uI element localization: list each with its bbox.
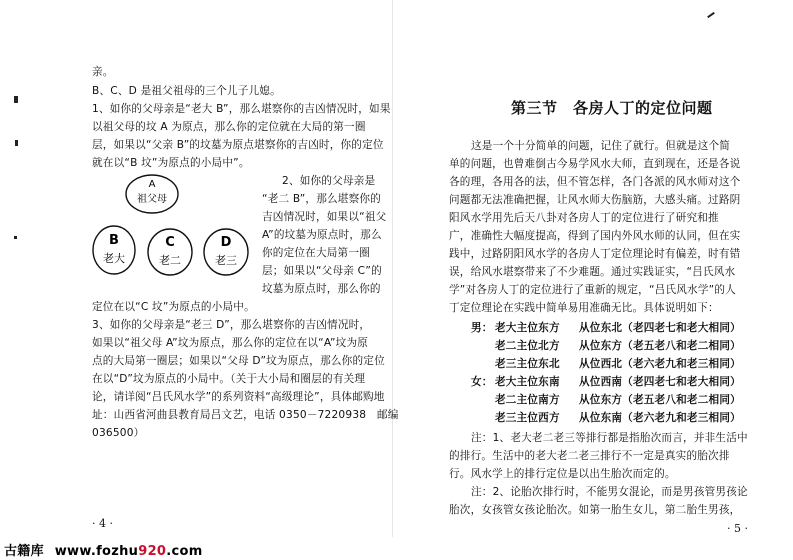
page-number: · 5 ·: [727, 522, 748, 535]
text-line: 吉凶情况时，如果以“祖父: [262, 211, 387, 223]
table-row-detail: 从位东北（老四老七和老大相同）: [579, 322, 741, 334]
site-url-suffix: .com: [166, 544, 203, 559]
scan-mark: [14, 236, 17, 239]
table-row-detail: 从位东南（老六老九和老三相同）: [579, 412, 741, 424]
grave-a-letter: A: [148, 179, 156, 190]
text-line: 036500）: [92, 427, 145, 439]
note-line: 注：1、老大老二老三等排行都是指胎次而言，并非生活中: [471, 432, 748, 444]
scan-mark: [14, 96, 18, 103]
text-line: 如果以“祖父母 A”坟为原点，那么你的定位在以“A”坟为原: [92, 337, 369, 349]
grave-a-label: 祖父母: [137, 194, 167, 205]
text-line: 问题都无法准确把握，让风水师大伤脑筋，大感头痛。过路阴: [449, 194, 741, 206]
text-line: 你的定位在大局第一圈: [262, 247, 370, 259]
text-line: “老二 B”，那么堪察你的: [262, 193, 381, 205]
text-line: 这是一个十分简单的问题，记住了就行。但就是这个简: [471, 140, 731, 152]
table-row-prefix: 女：: [471, 376, 493, 388]
text-line: 在以“D”坟为原点的小局中。（关于大小局和圈层的有关理: [92, 373, 366, 385]
note-line: 行。风水学上的排行定位是以出生胎次而定的。: [449, 468, 676, 480]
text-line: 2、如你的父母亲是: [282, 175, 376, 187]
note-line: 的排行。生活中的老大老二老三排行不一定是真实的胎次排: [449, 450, 730, 462]
text-line: 点的大局第一圈层；如果以“父母 D”坟为原点，那么你的定位: [92, 355, 385, 367]
site-url-prefix: www.fozhu: [54, 544, 139, 559]
scan-mark: [707, 12, 715, 18]
text-line: 阳风水学用先后天八卦对各房人丁的定位进行了研究和推: [449, 212, 719, 224]
text-line: 践中，过路阴阳风水学的各房人丁定位理论时有偏差，时有错: [449, 248, 741, 260]
note-line: 胎次，女孩管女孩论胎次。如第一胎生女儿，第二胎生男孩，: [449, 504, 741, 516]
grave-c-letter: C: [165, 235, 175, 250]
text-line: 论，请详阅“吕氏风水学”的系列资料“高级理论”，具体邮购地: [92, 391, 385, 403]
table-row-prefix: 男：: [471, 322, 493, 334]
site-url-accent: 920: [138, 544, 167, 559]
text-line: 亲。: [92, 66, 114, 78]
grave-d-label: 老三: [215, 254, 237, 267]
grave-b-label: 老大: [103, 252, 125, 265]
table-row-role: 老大主位东方: [495, 322, 560, 334]
table-row-role: 老三主位东北: [495, 358, 560, 370]
text-line: 单的问题，也曾难倒古今易学风水大师，直到现在，还是各说: [449, 158, 741, 170]
table-row-role: 老二主位北方: [495, 340, 560, 352]
scan-mark: [15, 140, 18, 146]
table-row-role: 老三主位西方: [495, 412, 560, 424]
text-line: 定位在以“C 坟”为原点的小局中。: [92, 301, 255, 313]
table-row-detail: 从位西南（老四老七和老大相同）: [579, 376, 741, 388]
table-row-role: 老大主位东南: [495, 376, 560, 388]
site-watermark: [4, 540, 203, 559]
table-row-detail: 从位东方（老五老八和老二相同）: [579, 394, 741, 406]
table-row-detail: 从位西北（老六老九和老三相同）: [579, 358, 741, 370]
section-title: 第三节 各房人丁的定位问题: [511, 99, 713, 117]
table-row-detail: 从位东方（老五老八和老二相同）: [579, 340, 741, 352]
text-line: 以祖父母的坟 A 为原点，那么你的定位就在大局的第一圈: [92, 121, 366, 133]
text-line: 就在以“B 坟”为原点的小局中”。: [92, 157, 250, 169]
text-line: 各的理，各用各的法，但不管怎样，各门各派的风水师对这个: [449, 176, 741, 188]
text-line: 丁定位理论在实践中简单易用准确无比。具体说明如下：: [449, 302, 719, 314]
table-row-role: 老二主位南方: [495, 394, 560, 406]
text-line: B、C、D 是祖父祖母的三个儿子儿媳。: [92, 85, 281, 97]
text-line: 址：山西省河曲县教育局吕文艺，电话 0350－7220938 邮编: [92, 409, 399, 421]
family-grave-diagram: [92, 170, 252, 290]
site-name: 古籍库: [4, 544, 44, 559]
grave-d-letter: D: [220, 235, 232, 250]
text-line: 层，如果以“父亲 B”的坟墓为原点堪察你的吉凶时，你的定位: [92, 139, 384, 151]
text-line: 坟墓为原点时，那么你的: [262, 283, 381, 295]
grave-c-label: 老二: [159, 254, 181, 267]
text-line: 广，准确性大幅度提高，得到了国内外风水师的认同，但在实: [449, 230, 741, 242]
text-line: 误，给风水堪察带来了不少难题。通过实践证实，“吕氏风水: [449, 266, 736, 278]
page-number: · 4 ·: [92, 517, 113, 530]
text-line: 1、如你的父母亲是“老大 B”，那么堪察你的吉凶情况时，如果: [92, 103, 391, 115]
text-line: 3、如你的父母亲是“老三 D”，那么堪察你的吉凶情况时，: [92, 319, 371, 331]
text-line: A”的坟墓为原点时，那么: [262, 229, 382, 241]
grave-b-letter: B: [109, 233, 119, 248]
right-page: [397, 0, 793, 560]
text-line: 学”对各房人丁的定位进行了重新的规定，“吕氏风水学”的人: [449, 284, 736, 296]
text-line: 层；如果以“父母亲 C”的: [262, 265, 382, 277]
note-line: 注：2、论胎次排行时，不能男女混论，而是男孩管男孩论: [471, 486, 748, 498]
